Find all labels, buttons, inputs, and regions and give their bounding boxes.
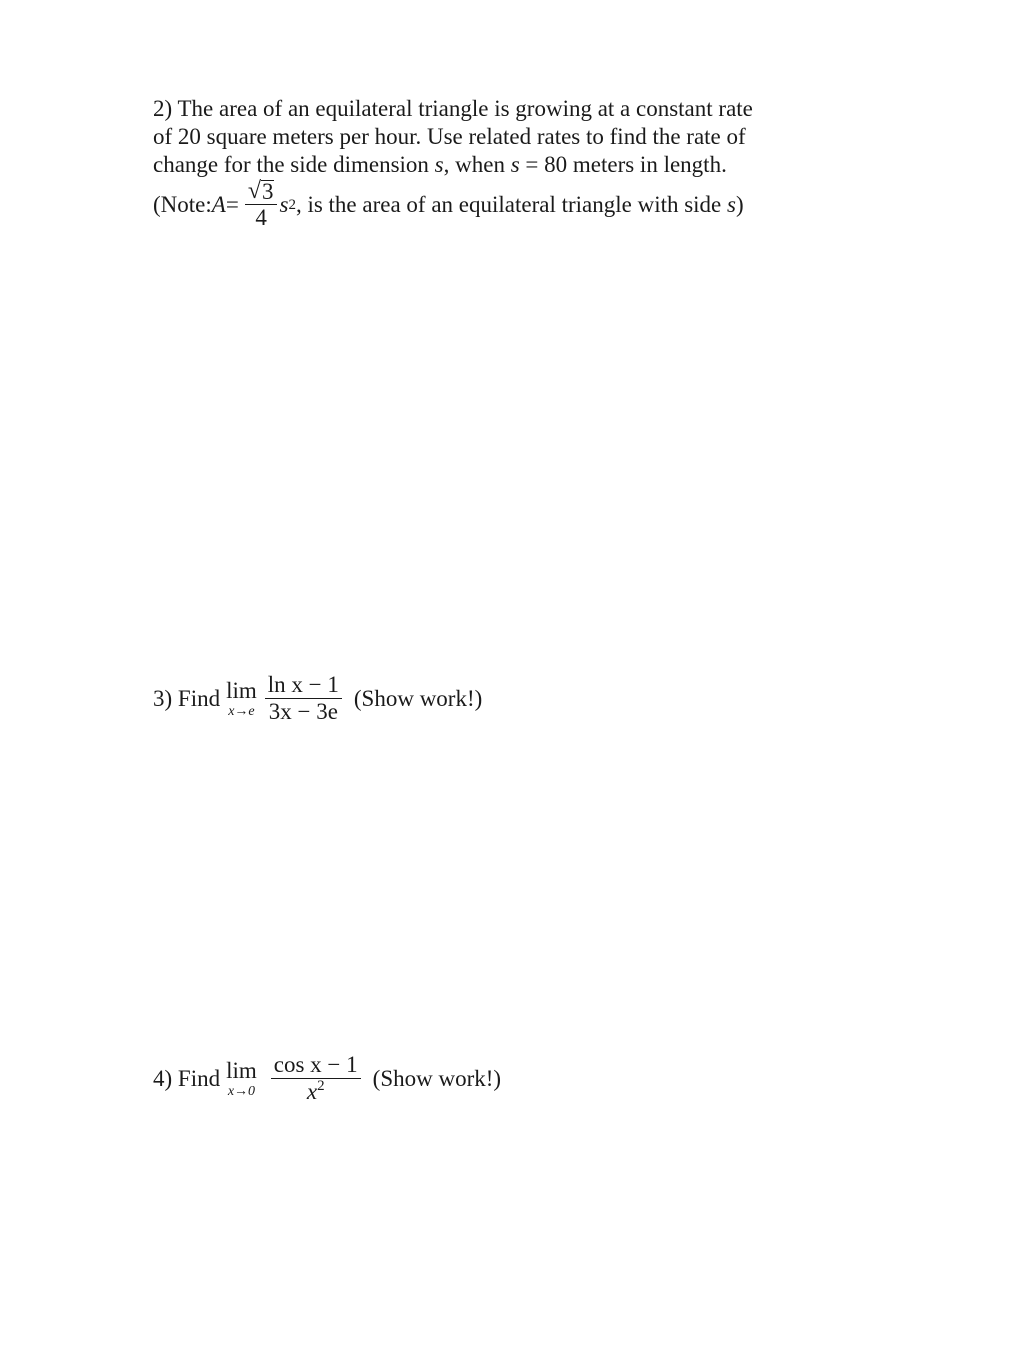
fraction-numerator: ln x − 1 bbox=[267, 672, 339, 697]
problem-2-line-1: 2) The area of an equilateral triangle is growing at a constant rate bbox=[153, 96, 753, 121]
radicand: 3 bbox=[261, 179, 274, 204]
problem-2-line-3-text-a: change for the side dimension bbox=[153, 152, 435, 177]
note-suffix: , is the area of an equilateral triangle with side bbox=[295, 191, 728, 217]
limit-operator bbox=[226, 679, 257, 719]
fraction-denominator: 3x − 3e bbox=[268, 699, 338, 725]
problem-3-label: 3) Find bbox=[153, 685, 221, 711]
limit-subscript: x→e bbox=[228, 703, 255, 719]
fraction-numerator bbox=[245, 178, 278, 204]
limit-fraction bbox=[265, 672, 342, 725]
variable-x: x bbox=[306, 1079, 318, 1105]
note-prefix: (Note: bbox=[153, 191, 212, 217]
note-close: ) bbox=[735, 191, 744, 217]
area-fraction bbox=[245, 178, 278, 231]
problem-2-line-3 bbox=[153, 151, 753, 179]
show-work-note: (Show work!) bbox=[372, 1065, 502, 1091]
variable-a: A bbox=[211, 191, 226, 217]
limit-word: lim bbox=[226, 1057, 257, 1083]
fraction-denominator bbox=[304, 1079, 328, 1105]
limit-subscript: x→0 bbox=[227, 1083, 256, 1099]
square-root bbox=[248, 179, 275, 203]
limit-word: lim bbox=[226, 677, 257, 703]
problem-2-note: (Note: A = √ 3 4 s 2 , is the area of an equilateral triangle with side s ) bbox=[153, 178, 744, 231]
problem-2-line-2: of 20 square meters per hour. Use related rates to find the rate of bbox=[153, 124, 746, 149]
radical-sign-icon: √ bbox=[247, 178, 261, 204]
problem-4 bbox=[153, 1052, 501, 1105]
limit-operator bbox=[226, 1059, 257, 1099]
problem-2 bbox=[153, 95, 753, 179]
problem-4-label: 4) Find bbox=[153, 1065, 221, 1091]
problem-3 bbox=[153, 672, 482, 725]
problem-2-line-3-text-b: , when bbox=[443, 152, 511, 177]
fraction-numerator: cos x − 1 bbox=[273, 1052, 358, 1077]
fraction-denominator: 4 bbox=[255, 205, 267, 231]
variable-s: s bbox=[434, 152, 444, 177]
limit-fraction bbox=[271, 1052, 361, 1105]
show-work-note: (Show work!) bbox=[353, 685, 483, 711]
exponent: 2 bbox=[317, 1078, 325, 1095]
variable-s: s bbox=[279, 191, 289, 217]
equals-sign: = bbox=[225, 191, 239, 217]
problem-2-line-3-text-c: = 80 meters in length. bbox=[519, 152, 727, 177]
variable-s: s bbox=[727, 191, 736, 217]
variable-s: s bbox=[510, 152, 520, 177]
